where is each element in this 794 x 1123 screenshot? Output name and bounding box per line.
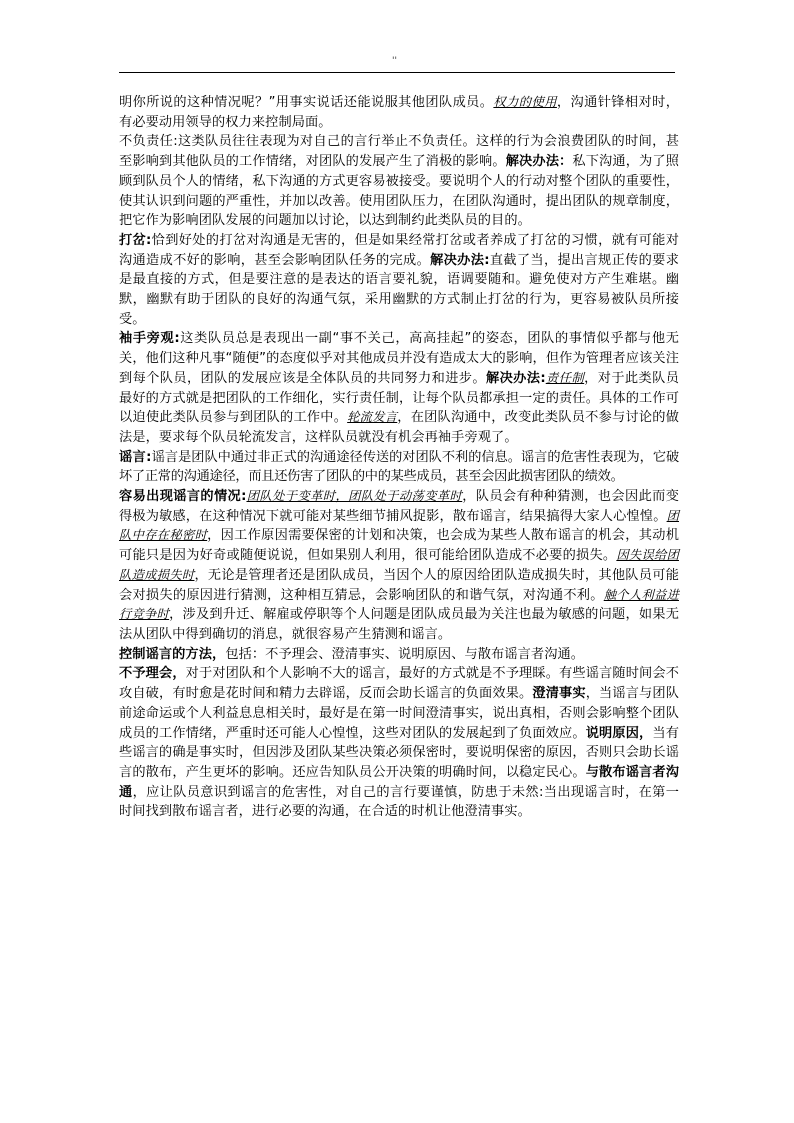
text-run: 私下沟通，为了照顾到队员个人的情绪，私下沟通的方式更容易被接受。要说明个人的行动对整个团队的重要性，使其认识到问题的严重性，并加以改善。使用团队压力，在团队沟通时，提出团队的规章制度，把它作为影响团队发展的问题加以讨论，以达到制约此类队员的目的。 bbox=[119, 154, 679, 229]
paragraph-rumor bbox=[119, 448, 679, 487]
paragraph-rumor-situations bbox=[119, 487, 679, 645]
underlined-term: 因失误给团队造成损失时 bbox=[119, 548, 679, 582]
paragraph-power bbox=[119, 93, 679, 132]
bold-term: 说明原因， bbox=[585, 725, 653, 741]
bold-term: 解决办法: bbox=[430, 252, 490, 268]
text-run: ，当谣言与团队前途命运或个人利益息息相关时，最好是在第一时间澄清事实，说出真相，否则会影响整个团队成员的工作情绪，严重时还可能人心惶惶，这些对团队的发展起到了负面效应。 bbox=[119, 686, 679, 741]
underlined-term: 触个人利益进行竞争时 bbox=[119, 587, 679, 622]
text-run: 包括：不予理会、澄清事实、说明原因、与散布谣言者沟通。 bbox=[225, 646, 585, 662]
text-run: 这类队员总是表现出一副“事不关己，高高挂起”的姿态，团队的事情似乎都与他无关，他们这种凡事“随便”的态度似乎对其他成员并没有造成太大的影响，但作为管理者应该关注到每个队员，团队的发展应该是全体队员的共同努力和进步。 bbox=[119, 331, 679, 386]
underlined-term: 权力的使用 bbox=[493, 95, 557, 109]
bold-term: 解决办法： bbox=[505, 154, 573, 170]
text-run: 谣言是团队中通过非正式的沟通途径传送的对团队不利的信息。谣言的危害性表现为，它破坏了正常的沟通途径，而且还伤害了团队的中的某些成员，甚至会因此损害团队的绩效。 bbox=[119, 449, 679, 485]
bold-term: 打岔: bbox=[119, 232, 152, 248]
bold-term: 不予理会， bbox=[119, 666, 186, 682]
text-run: ，对于此类队员最好的方式就是把团队的工作细化，实行责任制，让每个队员都承担一定的责任。具体的工作可以迫使此类队员参与到团队的工作中。 bbox=[119, 370, 679, 426]
text-run: 直截了当，提出言规正传的要求是最直接的方式，但是要注意的是表达的语言要礼貌，语调要随和。避免使对方产生难堪。幽默，幽默有助于团队的良好的沟通气氛，采用幽默的方式制止打岔的行为，更容易被队员所接受。 bbox=[119, 252, 679, 327]
bold-term: 控制谣言的方法， bbox=[119, 646, 226, 662]
text-run: 不负责任:这类队员往往表现为对自己的言行举止不负责任。这样的行为会浪费团队的时间，甚至影响到其他队员的工作情绪，对团队的发展产生了消极的影响。 bbox=[119, 134, 679, 170]
document-body bbox=[119, 93, 679, 822]
bold-term: 澄清事实 bbox=[532, 686, 586, 702]
bold-term: 袖手旁观: bbox=[119, 331, 180, 347]
paragraph-irresponsible bbox=[119, 132, 679, 231]
text-run: ，在团队沟通中，改变此类队员不参与讨论的做法是，要求每个队员轮流发言，这样队员就没有机会再袖手旁观了。 bbox=[119, 410, 679, 445]
underlined-term: 责任制 bbox=[545, 370, 585, 385]
text-run: ，队员会有种种猜测，也会因此而变得极为敏感，在这种情况下就可能对某些细节捕风捉影，散布谣言，结果搞得大家人心惶惶。 bbox=[119, 489, 679, 524]
text-run: 恰到好处的打岔对沟通是无害的，但是如果经常打岔或者养成了打岔的习惯，就有可能对沟通造成不好的影响，甚至会影响团队任务的完成。 bbox=[119, 232, 679, 268]
bold-term: 与散布谣言者沟通 bbox=[119, 764, 679, 800]
text-run: 当有些谣言的确是事实时，但因涉及团队某些决策必须保密时，要说明保密的原因，否则只会助长谣言的散布，产生更坏的影响。还应告知队员公开决策的明确时间，以稳定民心。 bbox=[119, 725, 679, 780]
underlined-term: 团队中存在秘密时 bbox=[119, 508, 679, 543]
paragraph-interrupt bbox=[119, 231, 679, 330]
text-run: 明你所说的这种情况呢？”用事实说话还能说服其他团队成员。 bbox=[119, 95, 494, 110]
header-mark: '' bbox=[392, 56, 397, 66]
text-run: ，无论是管理者还是团队成员，当因个人的原因给团队造成损失时，其他队员可能会对损失的原因进行猜测，这种相互猜忌，会影响团队的和谐气氛，对沟通不利。 bbox=[119, 567, 679, 603]
paragraph-bystander bbox=[119, 329, 679, 447]
bold-term: 解决办法: bbox=[485, 370, 546, 386]
text-run: ，因工作原因需要保密的计划和决策，也会成为某些人散布谣言的机会，其动机可能只是因为好奇或随便说说，但如果别人利用，很可能给团队造成不必要的损失。 bbox=[119, 528, 679, 564]
bold-term: 容易出现谣言的情况: bbox=[119, 489, 247, 505]
underlined-term: 轮流发言 bbox=[347, 410, 398, 425]
paragraph-methods-detail bbox=[119, 664, 679, 822]
text-run: ，沟通针锋相对时，有必要动用领导的权力来控制局面。 bbox=[119, 95, 679, 130]
bold-term: 谣言: bbox=[119, 449, 152, 465]
text-run: ，涉及到升迁、解雇或停职等个人问题是团队成员最为关注也最为敏感的问题，如果无法从团队中得到确切的消息，就很容易产生猜测和谣言。 bbox=[119, 607, 679, 642]
underlined-term: 团队处于变革时，团队处于动荡变革时 bbox=[246, 489, 463, 504]
header-rule bbox=[119, 72, 675, 73]
text-run: ，应让队员意识到谣言的危害性，对自己的言行要谨慎，防患于未然:当出现谣言时，在第一时间找到散布谣言者，进行必要的沟通，在合适的时机让他澄清事实。 bbox=[119, 784, 679, 820]
paragraph-control-methods bbox=[119, 645, 679, 665]
text-run: 对于对团队和个人影响不大的谣言，最好的方式就是不予理睬。有些谣言随时间会不攻自破，有时愈是花时间和精力去辟谣，反而会助长谣言的负面效果。 bbox=[119, 666, 679, 702]
